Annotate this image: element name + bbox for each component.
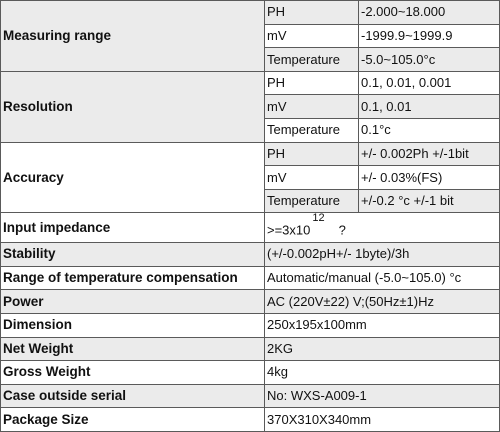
- param-cell: Temperature: [265, 48, 359, 72]
- row-label: Case outside serial: [1, 384, 265, 408]
- value-cell-input-impedance: [265, 213, 500, 243]
- value-cell: No: WXS-A009-1: [265, 384, 500, 408]
- table-row: [1, 266, 500, 290]
- group-label-accuracy: Accuracy: [1, 142, 265, 213]
- table-row: [1, 243, 500, 267]
- param-cell: mV: [265, 24, 359, 48]
- row-label: Power: [1, 290, 265, 314]
- row-label: Range of temperature compensation: [1, 266, 265, 290]
- param-cell: PH: [265, 1, 359, 25]
- group-label-resolution: Resolution: [1, 71, 265, 142]
- table-row: [1, 313, 500, 337]
- value-cell: 250x195x100mm: [265, 313, 500, 337]
- value-cell: (+/-0.002pH+/- 1byte)/3h: [265, 243, 500, 267]
- value-cell: 370X310X340mm: [265, 408, 500, 432]
- impedance-suffix: ?: [338, 221, 346, 237]
- value-cell: +/- 0.03%(FS): [359, 166, 500, 190]
- param-cell: mV: [265, 95, 359, 119]
- table-row: [1, 213, 500, 243]
- row-label: Gross Weight: [1, 361, 265, 385]
- value-cell: 0.1°c: [359, 119, 500, 143]
- value-cell: -2.000~18.000: [359, 1, 500, 25]
- value-cell: AC (220V±22) V;(50Hz±1)Hz: [265, 290, 500, 314]
- value-cell: +/- 0.002Ph +/-1bit: [359, 142, 500, 166]
- impedance-base: >=3x10: [267, 221, 311, 237]
- table-row: [1, 1, 500, 25]
- table-row: [1, 408, 500, 432]
- param-cell: mV: [265, 166, 359, 190]
- value-cell: -1999.9~1999.9: [359, 24, 500, 48]
- row-label: Net Weight: [1, 337, 265, 361]
- value-cell: +/-0.2 °c +/-1 bit: [359, 189, 500, 213]
- row-label: Dimension: [1, 313, 265, 337]
- table-row: [1, 71, 500, 95]
- table-row: [1, 361, 500, 385]
- row-label-input-impedance: Input impedance: [1, 213, 265, 243]
- impedance-exponent: 12: [312, 211, 325, 224]
- table-row: [1, 337, 500, 361]
- value-cell: 2KG: [265, 337, 500, 361]
- param-cell: Temperature: [265, 189, 359, 213]
- value-cell: 4kg: [265, 361, 500, 385]
- param-cell: Temperature: [265, 119, 359, 143]
- group-label-measuring-range: Measuring range: [1, 1, 265, 72]
- table-row: [1, 142, 500, 166]
- value-cell: Automatic/manual (-5.0~105.0) °c: [265, 266, 500, 290]
- param-cell: PH: [265, 71, 359, 95]
- row-label: Stability: [1, 243, 265, 267]
- value-cell: -5.0~105.0°c: [359, 48, 500, 72]
- table-row: [1, 290, 500, 314]
- param-cell: PH: [265, 142, 359, 166]
- value-cell: 0.1, 0.01, 0.001: [359, 71, 500, 95]
- table-row: [1, 384, 500, 408]
- row-label: Package Size: [1, 408, 265, 432]
- value-cell: 0.1, 0.01: [359, 95, 500, 119]
